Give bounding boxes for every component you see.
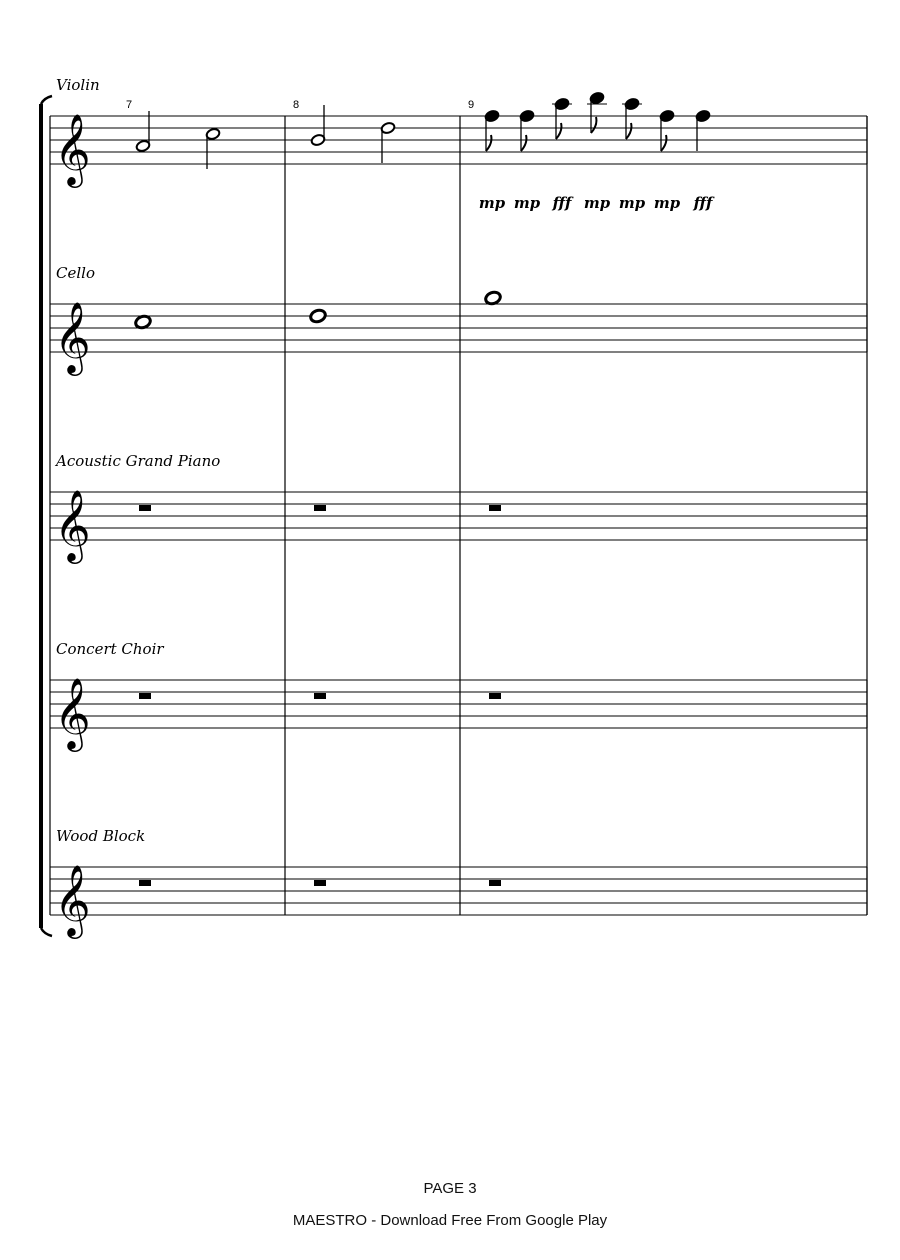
note-flag [626,123,631,139]
measure-number: 8 [293,99,300,111]
dynamic-marking: mp [513,194,541,212]
note-head [309,308,327,323]
whole-rest [139,880,151,886]
treble-clef-icon: 𝄞 [54,676,91,749]
treble-clef-icon: 𝄞 [54,488,91,561]
dynamic-marking: fff [693,194,713,212]
note-head [484,290,502,305]
whole-rest [489,505,501,511]
instrument-name: Cello [56,264,95,282]
bracket-bottom-hook [41,928,52,936]
whole-rest [139,693,151,699]
dynamic-marking: mp [478,194,506,212]
note-flag [556,123,561,139]
dynamic-marking: mp [618,194,646,212]
measure-number: 7 [126,99,133,111]
whole-rest [314,880,326,886]
whole-rest [489,880,501,886]
dynamic-marking: mp [583,194,611,212]
note-flag [521,135,526,151]
treble-clef-icon: 𝄞 [54,112,91,185]
instrument-name: Concert Choir [56,640,164,658]
instrument-name: Wood Block [56,827,146,845]
footer-credit: MAESTRO - Download Free From Google Play [292,1212,608,1229]
note-head [134,314,152,329]
note-flag [591,117,596,133]
dynamic-marking: fff [552,194,572,212]
dynamic-marking: mp [653,194,681,212]
instrument-name: Violin [56,76,100,94]
whole-rest [139,505,151,511]
treble-clef-icon: 𝄞 [54,300,91,373]
treble-clef-icon: 𝄞 [54,863,91,936]
instrument-name: Acoustic Grand Piano [56,452,221,470]
whole-rest [314,693,326,699]
whole-rest [489,693,501,699]
note-flag [486,135,491,151]
measure-number: 9 [468,99,475,111]
note-flag [661,135,666,151]
page-number: PAGE 3 [423,1180,477,1197]
whole-rest [314,505,326,511]
bracket-top-hook [41,96,52,104]
